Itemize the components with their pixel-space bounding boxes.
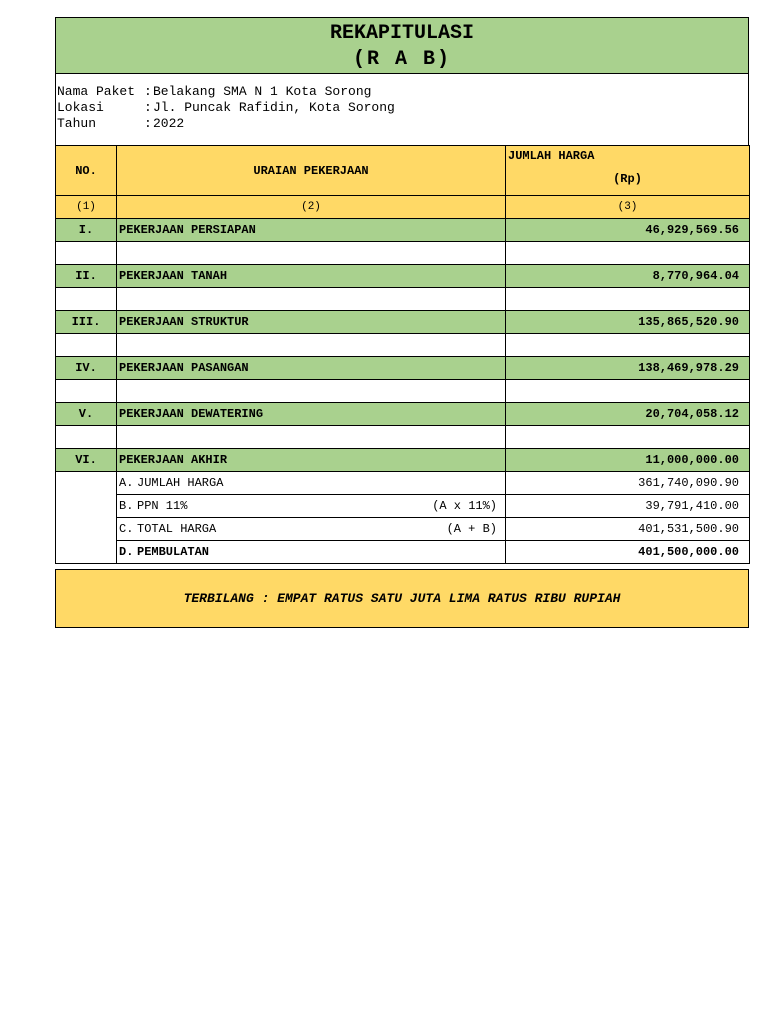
blank-row <box>56 242 750 265</box>
summary-note: (A + B) <box>446 522 497 536</box>
info-row-tahun <box>56 116 748 132</box>
info-label: Tahun <box>57 116 97 131</box>
header-jumlah-unit: (Rp) <box>613 172 642 186</box>
summary-label: TOTAL HARGA <box>137 522 217 536</box>
header-jumlah-label: JUMLAH HARGA <box>508 149 595 163</box>
summary-letter: D. <box>119 545 134 559</box>
blank-row <box>56 288 750 311</box>
section-no: VI. <box>56 449 117 472</box>
summary-letter: C. <box>119 522 134 536</box>
section-row <box>56 449 750 472</box>
info-row-lokasi <box>56 100 748 116</box>
section-amount: 20,704,058.12 <box>506 403 750 426</box>
summary-spacer-cell <box>56 472 117 564</box>
blank-row <box>56 426 750 449</box>
rab-sheet <box>55 17 749 564</box>
section-amount: 138,469,978.29 <box>506 357 750 380</box>
header-jumlah <box>506 146 750 196</box>
section-name: PEKERJAAN TANAH <box>117 265 506 288</box>
summary-row-a <box>56 472 750 495</box>
blank-row <box>56 334 750 357</box>
summary-row-c <box>56 518 750 541</box>
summary-amount: 361,740,090.90 <box>506 472 750 495</box>
title-block <box>55 17 749 74</box>
info-label: Nama Paket <box>57 84 136 99</box>
summary-label: PEMBULATAN <box>137 545 210 559</box>
section-amount: 8,770,964.04 <box>506 265 750 288</box>
summary-amount: 39,791,410.00 <box>506 495 750 518</box>
info-colon: : <box>144 116 152 131</box>
section-no: IV. <box>56 357 117 380</box>
document-title: REKAPITULASI <box>329 22 475 45</box>
info-colon: : <box>144 100 152 115</box>
summary-letter: A. <box>119 476 134 490</box>
section-name: PEKERJAAN PERSIAPAN <box>117 219 506 242</box>
section-name: PEKERJAAN DEWATERING <box>117 403 506 426</box>
table-header-row <box>56 146 750 196</box>
project-info <box>55 74 749 145</box>
section-amount: 11,000,000.00 <box>506 449 750 472</box>
info-label: Lokasi <box>57 100 104 115</box>
section-row <box>56 357 750 380</box>
summary-label-cell <box>117 518 506 541</box>
section-no: V. <box>56 403 117 426</box>
summary-row-b <box>56 495 750 518</box>
blank-row <box>56 380 750 403</box>
section-no: III. <box>56 311 117 334</box>
section-amount: 46,929,569.56 <box>506 219 750 242</box>
summary-label: JUMLAH HARGA <box>137 476 224 490</box>
section-row <box>56 403 750 426</box>
section-row <box>56 219 750 242</box>
section-name: PEKERJAAN STRUKTUR <box>117 311 506 334</box>
section-no: I. <box>56 219 117 242</box>
section-no: II. <box>56 265 117 288</box>
info-value: Belakang SMA N 1 Kota Sorong <box>153 84 372 99</box>
summary-label-cell <box>117 541 506 564</box>
column-number: (2) <box>117 196 506 219</box>
summary-row-d <box>56 541 750 564</box>
rab-table <box>55 145 750 564</box>
summary-note: (A x 11%) <box>432 499 497 513</box>
section-row <box>56 265 750 288</box>
section-name: PEKERJAAN AKHIR <box>117 449 506 472</box>
summary-label: PPN 11% <box>137 499 188 513</box>
info-value: Jl. Puncak Rafidin, Kota Sorong <box>153 100 395 115</box>
info-row-paket <box>56 84 748 100</box>
summary-label-cell <box>117 495 506 518</box>
column-number: (3) <box>506 196 750 219</box>
column-number: (1) <box>56 196 117 219</box>
document-subtitle: (R A B) <box>352 48 451 71</box>
section-row <box>56 311 750 334</box>
summary-amount: 401,531,500.90 <box>506 518 750 541</box>
info-value: 2022 <box>153 116 185 131</box>
terbilang-box: TERBILANG : EMPAT RATUS SATU JUTA LIMA RATUS RIBU RUPIAH <box>55 569 749 628</box>
summary-label-cell <box>117 472 506 495</box>
column-number-row <box>56 196 750 219</box>
header-uraian: URAIAN PEKERJAAN <box>117 146 506 196</box>
section-name: PEKERJAAN PASANGAN <box>117 357 506 380</box>
info-colon: : <box>144 84 152 99</box>
header-no: NO. <box>56 146 117 196</box>
summary-letter: B. <box>119 499 134 513</box>
summary-note <box>497 476 503 490</box>
section-amount: 135,865,520.90 <box>506 311 750 334</box>
summary-amount: 401,500,000.00 <box>506 541 750 564</box>
